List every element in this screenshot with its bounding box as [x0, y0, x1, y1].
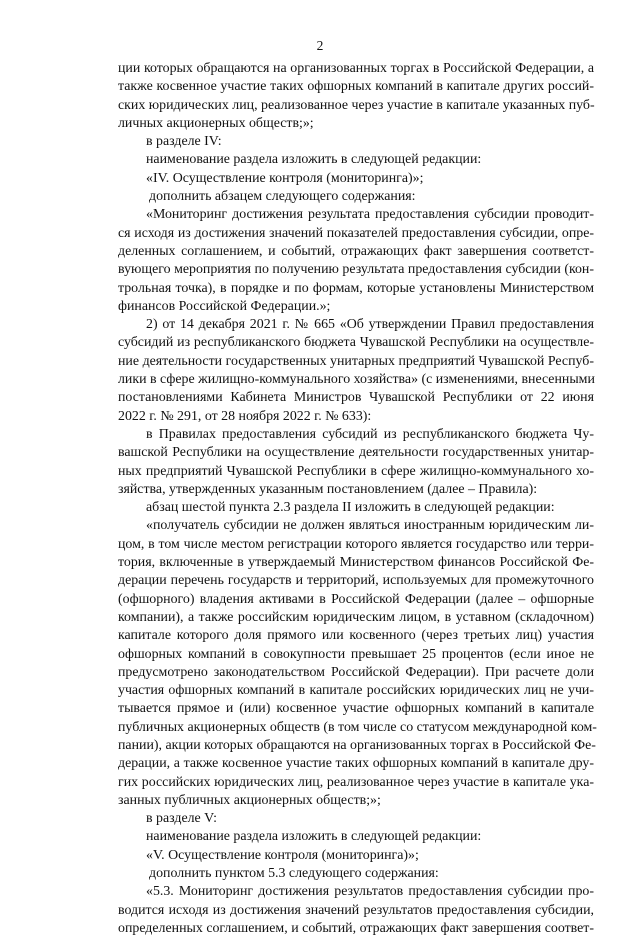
- text-line: зяйства, утвержденных указанным постановлением (далее – Правила):: [118, 481, 538, 497]
- document-body: [118, 60, 597, 938]
- text-line: цом, в том числе местом регистрации которого является государство или терри-: [118, 536, 594, 552]
- text-line: субсидий из республиканского бюджета Чувашской Республики на осуществле-: [118, 335, 594, 351]
- text-line: деленных соглашением, и событий, отражающих факт завершения соответст-: [118, 243, 594, 259]
- text-line: тория, включенные в утверждаемый Министерством финансов Российской Фе-: [118, 555, 594, 571]
- text-line: «V. Осуществление контроля (мониторинга)»;: [146, 847, 419, 863]
- text-line: вашской Республики на осуществление деятельности государственных унитар-: [118, 445, 594, 461]
- text-line: офшорных компаний в совокупности превышает 25 процентов (если иное не: [118, 646, 594, 662]
- text-line: в разделе IV:: [146, 134, 222, 150]
- text-line: предусмотрено законодательством Российской Федерации). При расчете доли: [118, 664, 594, 680]
- text-line: в разделе V:: [146, 811, 218, 827]
- text-line: капитале которого доля прямого или косвенного (через третьих лиц) участия: [118, 628, 594, 644]
- text-line: лики в сфере жилищно-коммунального хозяйства» (с изменениями, внесенными: [118, 372, 595, 388]
- text-line: участия офшорных компаний в капитале российских юридических лиц не учи-: [118, 683, 594, 699]
- page-number: 2: [316, 38, 324, 53]
- text-line: абзац шестой пункта 2.3 раздела II изложить в следующей редакции:: [146, 500, 555, 516]
- text-line: «Мониторинг достижения результата предоставления субсидии проводит-: [146, 207, 594, 223]
- text-line: также косвенное участие таких офшорных компаний в капитале других россий-: [118, 79, 594, 95]
- text-line: 2) от 14 декабря 2021 г. № 665 «Об утверждении Правил предоставления: [146, 317, 594, 333]
- text-line: трольная точка), в порядке и по формам, которые установлены Министерством: [118, 280, 594, 296]
- text-line: «IV. Осуществление контроля (мониторинга)»;: [146, 170, 424, 186]
- text-line: дерации, а также косвенное участие таких офшорных компаний в капитале дру-: [118, 756, 594, 772]
- text-line: дополнить абзацем следующего содержания:: [149, 189, 416, 205]
- text-line: тывается прямое и (или) косвенное участие офшорных компаний в капитале: [118, 701, 594, 717]
- text-line: пании), акции которых обращаются на организованных торгах в Российской Фе-: [118, 737, 596, 753]
- text-line: наименование раздела изложить в следующей редакции:: [146, 829, 482, 845]
- text-line: водится исходя из достижения значений результатов предоставления субсидии,: [118, 902, 594, 918]
- text-line: компании), а также российским юридическим лицом, в уставном (складочном): [118, 609, 594, 625]
- text-line: гих российских юридических лиц, реализованное через участие в капитале ука-: [118, 774, 594, 790]
- text-line: ции которых обращаются на организованных торгах в Российской Федерации, а: [118, 61, 594, 76]
- text-line: ских юридических лиц, реализованное через участие в капитале указанных пуб-: [118, 97, 595, 113]
- text-line: личных акционерных обществ;»;: [118, 115, 314, 131]
- text-line: финансов Российской Федерации.»;: [118, 298, 331, 314]
- text-line: определенных соглашением, и событий, отражающих факт завершения соответ-: [118, 920, 594, 936]
- text-line: постановлениями Кабинета Министров Чувашской Республики от 22 июня: [118, 390, 594, 406]
- text-line: ных предприятий Чувашской Республики в сфере жилищно-коммунального хо-: [118, 463, 594, 479]
- text-line: дополнить пунктом 5.3 следующего содержания:: [149, 866, 439, 882]
- text-line: ние деятельности государственных унитарных предприятий Чувашской Респуб-: [118, 353, 594, 369]
- text-line: (офшорного) владения активами в Российской Федерации (далее – офшорные: [118, 591, 594, 607]
- text-line: в Правилах предоставления субсидий из республиканского бюджета Чу-: [146, 426, 594, 442]
- text-line: занных публичных акционерных обществ;»;: [118, 792, 381, 808]
- text-line: дерации перечень государств и территорий, используемых для промежуточного: [118, 573, 594, 589]
- text-line: «5.3. Мониторинг достижения результатов предоставления субсидии про-: [146, 884, 594, 900]
- text-line: вующего мероприятия по получению результата предоставления субсидии (кон-: [118, 262, 594, 278]
- text-line: публичных акционерных обществ (в том числе со статусом международной ком-: [118, 719, 597, 735]
- text-line: 2022 г. № 291, от 28 ноября 2022 г. № 633):: [118, 408, 372, 424]
- text-line: наименование раздела изложить в следующей редакции:: [146, 152, 482, 168]
- text-line: ся исходя из достижения значений показателей предоставления субсидии, опре-: [118, 225, 594, 241]
- text-line: «получатель субсидии не должен являться иностранным юридическим ли-: [146, 518, 594, 534]
